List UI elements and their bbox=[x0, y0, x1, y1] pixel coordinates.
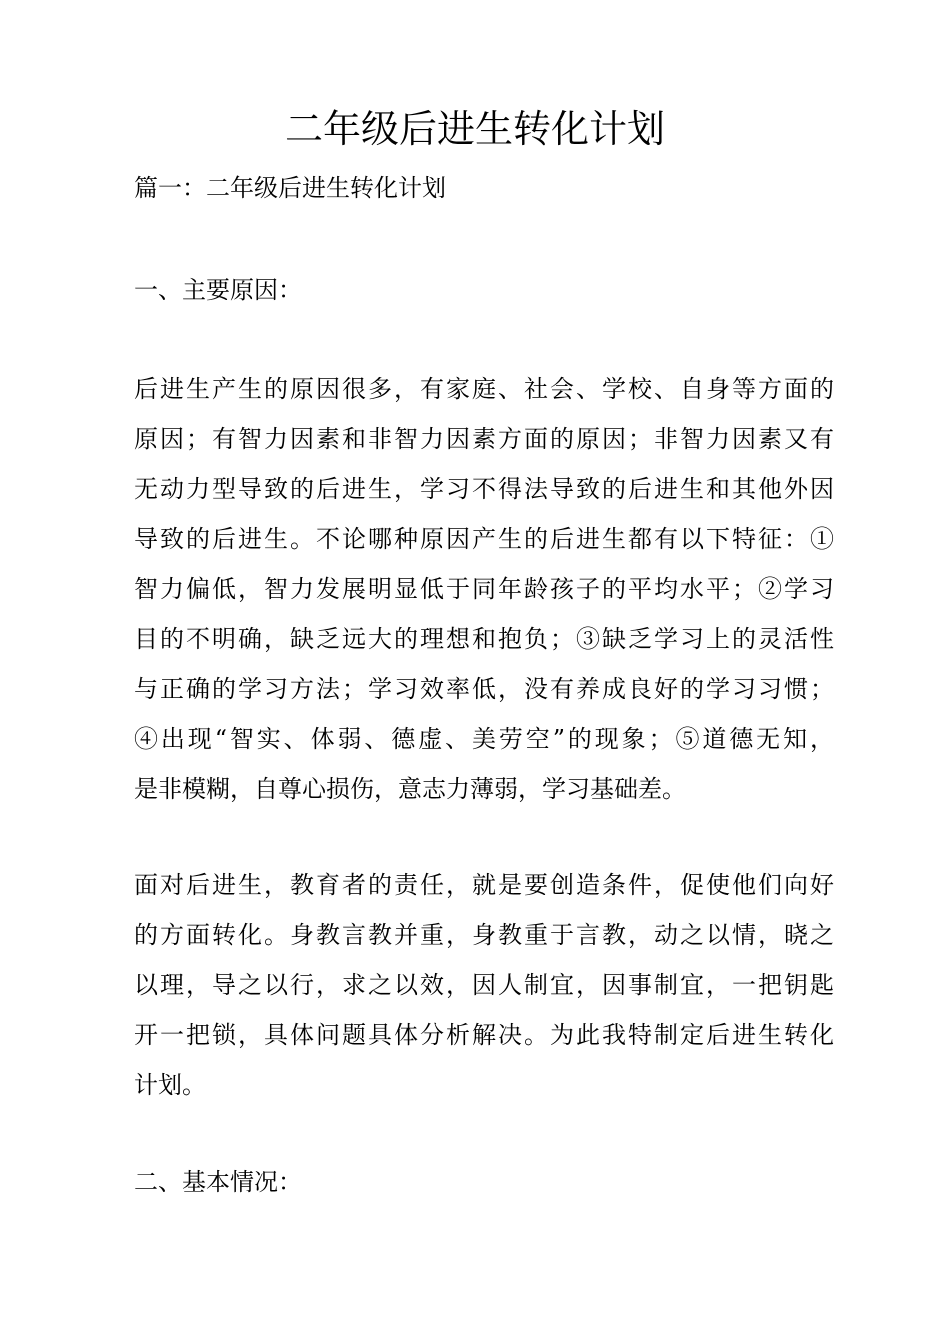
paragraph-line: 与正确的学习方法；学习效率低，没有养成良好的学习习惯； bbox=[134, 675, 834, 703]
paragraph-line: 后进生产生的原因很多，有家庭、社会、学校、自身等方面的 bbox=[134, 375, 834, 403]
section-heading-basic-situation: 二、基本情况： bbox=[134, 1168, 302, 1196]
paragraph-causes bbox=[134, 364, 834, 814]
document-subtitle: 篇一：二年级后进生转化计划 bbox=[134, 174, 446, 202]
paragraph-line: 开一把锁，具体问题具体分析解决。为此我特制定后进生转化 bbox=[134, 1021, 834, 1049]
paragraph-line: 以理，导之以行，求之以效，因人制宜，因事制宜，一把钥匙 bbox=[134, 971, 834, 999]
paragraph-line: 导致的后进生。不论哪种原因产生的后进生都有以下特征：① bbox=[134, 525, 834, 553]
paragraph-line: 计划。 bbox=[134, 1071, 206, 1099]
paragraph-line: 智力偏低，智力发展明显低于同年龄孩子的平均水平；②学习 bbox=[134, 575, 834, 603]
paragraph-responsibility bbox=[134, 860, 834, 1110]
paragraph-line: 目的不明确，缺乏远大的理想和抱负；③缺乏学习上的灵活性 bbox=[134, 625, 834, 653]
paragraph-line: ④出现“智实、体弱、德虚、美劳空”的现象；⑤道德无知， bbox=[134, 725, 834, 753]
paragraph-line: 面对后进生，教育者的责任，就是要创造条件，促使他们向好 bbox=[134, 871, 834, 899]
section-heading-main-reasons: 一、主要原因： bbox=[134, 276, 302, 304]
paragraph-line: 无动力型导致的后进生，学习不得法导致的后进生和其他外因 bbox=[134, 475, 834, 503]
document-title: 二年级后进生转化计划 bbox=[284, 107, 665, 151]
paragraph-line: 原因；有智力因素和非智力因素方面的原因；非智力因素又有 bbox=[134, 425, 834, 453]
paragraph-line: 是非模糊，自尊心损伤，意志力薄弱，学习基础差。 bbox=[134, 775, 686, 803]
paragraph-line: 的方面转化。身教言教并重，身教重于言教，动之以情，晓之 bbox=[134, 921, 834, 949]
